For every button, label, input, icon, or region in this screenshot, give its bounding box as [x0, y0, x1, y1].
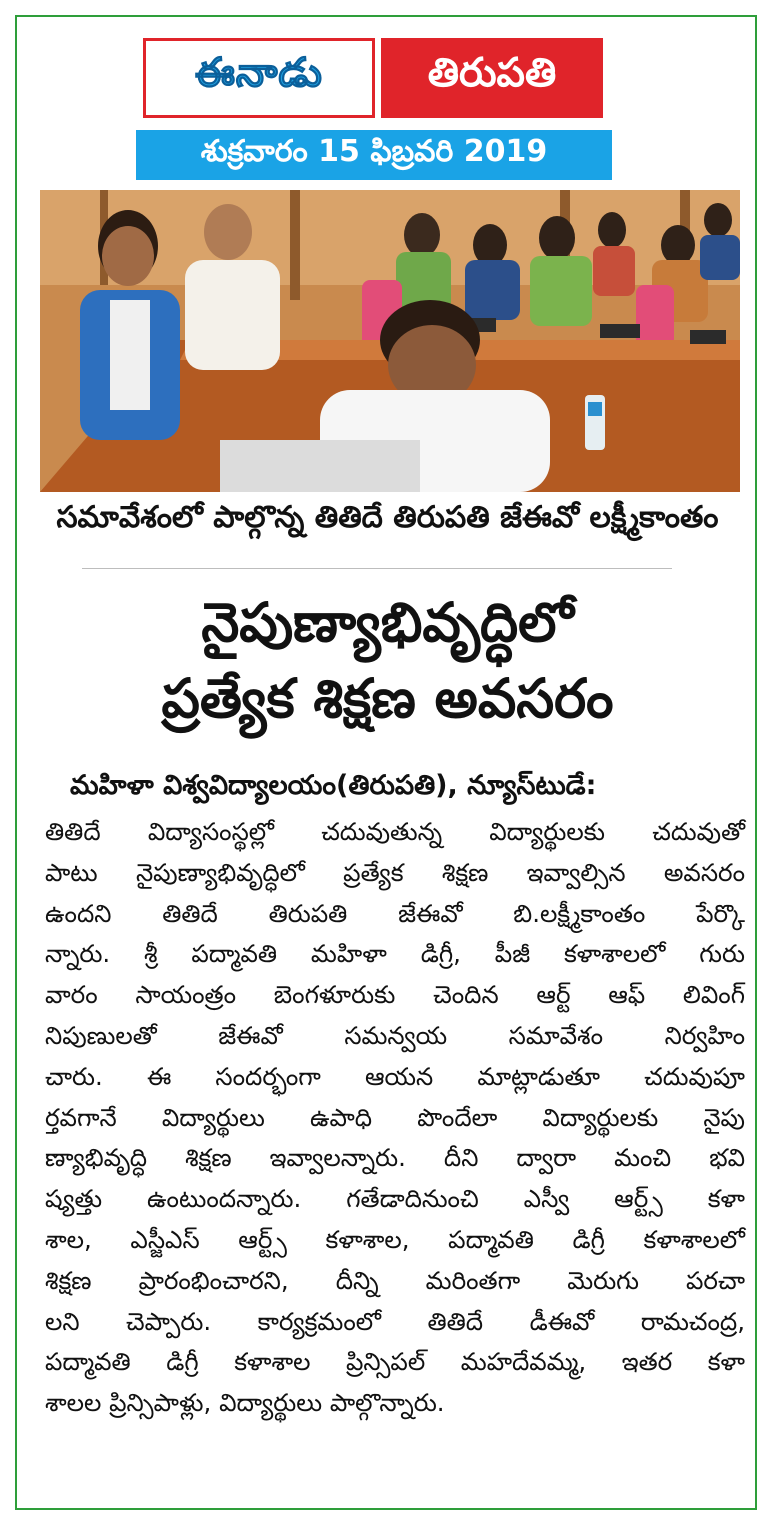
newspaper-logo	[143, 38, 375, 118]
body-line: ణ్యాభివృద్ధి శిక్షణ ఇవ్వాలన్నారు. దీని ద్వారా మంచి భవి	[45, 1143, 745, 1173]
article-body	[45, 812, 745, 1424]
body-line: చారు. ఈ సందర్భంగా ఆయన మాట్లాడుతూ చదువుపూ	[45, 1061, 745, 1091]
meeting-photo-illustration	[40, 190, 740, 492]
news-photo	[40, 190, 740, 492]
photo-caption: సమావేశంలో పాల్గొన్న తితిదే తిరుపతి జేఈవో లక్ష్మీకాంతం	[56, 500, 719, 535]
edition-city-banner	[381, 38, 603, 118]
edition-date: శుక్రవారం 15 ఫిబ్రవరి 2019	[200, 134, 548, 169]
date-banner	[136, 130, 612, 180]
body-line: నిపుణులతో జేఈవో సమన్వయ సమావేశం నిర్వహిం	[45, 1020, 745, 1050]
body-line: శాలల ప్రిన్సిపాళ్లు, విద్యార్థులు పాల్గొన్నారు.	[45, 1388, 445, 1418]
article-dateline: మహిళా విశ్వవిద్యాలయం(తిరుపతి), న్యూస్‌టుడే:	[70, 770, 597, 801]
body-line: ర్తవగానే విద్యార్థులు ఉపాధి పొందేలా విద్యార్థులకు నైపు	[45, 1102, 745, 1132]
body-line: తితిదే విద్యాసంస్థల్లో చదువుతున్న విద్యార్థులకు చదువుతో	[45, 817, 745, 846]
article-headline	[20, 585, 755, 737]
edition-city-text: తిరుపతి	[427, 50, 557, 96]
body-line: వారం సాయంత్రం బెంగళూరుకు చెందిన ఆర్ట్ ఆఫ్ లివింగ్	[45, 980, 745, 1010]
body-line: శిక్షణ ప్రారంభించారని, దీన్ని మరింతగా మెరుగు పరచా	[45, 1265, 745, 1295]
headline-line-1: నైపుణ్యాభివృద్ధిలో	[201, 591, 574, 654]
body-line: న్నారు. శ్రీ పద్మావతి మహిళా డిగ్రీ, పీజీ కళాశాలలో గురు	[45, 939, 745, 969]
body-line: శాల, ఎస్జీఎస్ ఆర్ట్స్ కళాశాల, పద్మావతి డిగ్రీ కళాశాలలో	[45, 1224, 745, 1254]
body-line: పాటు నైపుణ్యాభివృద్ధిలో ప్రత్యేక శిక్షణ ఇవ్వాల్సిన అవసరం	[45, 857, 745, 887]
masthead	[143, 38, 603, 118]
body-line: ఉందని తితిదే తిరుపతి జేఈవో బి.లక్ష్మీకాంతం పేర్కొ	[45, 898, 745, 928]
body-line: లని చెప్పారు. కార్యక్రమంలో తితిదే డీఈవో రామచంద్ర,	[45, 1306, 745, 1336]
newspaper-logo-text: ఈనాడు	[195, 50, 323, 96]
body-line: ష్యత్తు ఉంటుందన్నారు. గతేడాదినుంచి ఎస్వీ ఆర్ట్స్ కళా	[45, 1184, 745, 1214]
headline-line-2: ప్రత్యేక శిక్షణ అవసరం	[161, 667, 614, 730]
body-line: పద్మావతి డిగ్రీ కళాశాల ప్రిన్సిపల్ మహదేవమ్మ, ఇతర కళా	[45, 1347, 745, 1377]
caption-divider	[82, 568, 672, 569]
